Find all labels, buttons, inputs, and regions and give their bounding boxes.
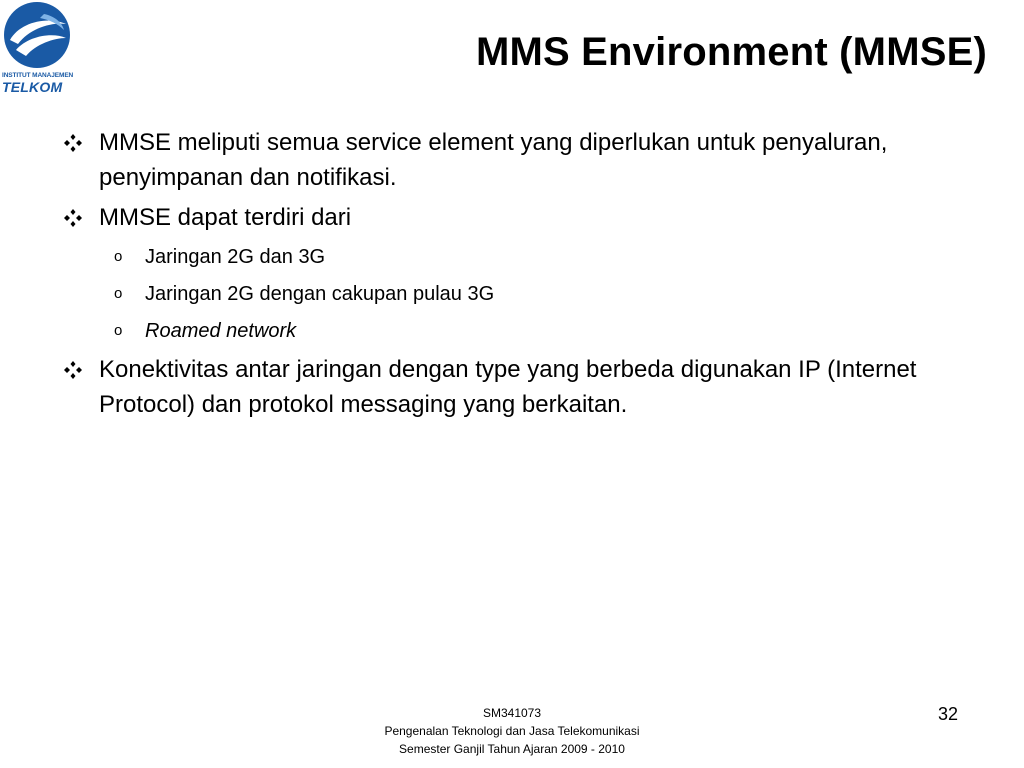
bullet-text: Konektivitas antar jaringan dengan type yang berbeda digunakan IP (Internet Protocol) dan protokol messaging yang berkaitan. xyxy=(99,356,917,418)
hollow-circle-icon: o xyxy=(114,248,123,265)
four-diamond-icon xyxy=(62,352,84,387)
bullet-text: MMSE meliputi semua service element yang diperlukan untuk penyaluran, penyimpanan dan notifikasi. xyxy=(99,129,888,191)
footer-course-code: SM341073 xyxy=(482,706,542,720)
logo-institution-text: INSTITUT MANAJEMEN xyxy=(2,72,74,79)
four-diamond-icon xyxy=(62,125,84,160)
slide-title: MMS Environment (MMSE) xyxy=(475,30,987,74)
hollow-circle-icon: o xyxy=(114,285,123,302)
footer-course-name: Pengenalan Teknologi dan Jasa Telekomunikasi xyxy=(384,724,640,738)
sub-bullet-text: Roamed network xyxy=(145,320,297,342)
sub-bullet-text: Jaringan 2G dengan cakupan pulau 3G xyxy=(145,283,495,305)
bullet-text: MMSE dapat terdiri dari xyxy=(99,204,352,231)
four-diamond-icon xyxy=(62,200,84,235)
sub-bullet-text: Jaringan 2G dan 3G xyxy=(145,246,326,268)
page-number: 32 xyxy=(938,704,959,724)
slide-footer xyxy=(312,704,712,758)
footer-semester: Semester Ganjil Tahun Ajaran 2009 - 2010 xyxy=(399,742,625,756)
logo-name-text: TELKOM xyxy=(2,79,63,95)
hollow-circle-icon: o xyxy=(114,322,123,339)
